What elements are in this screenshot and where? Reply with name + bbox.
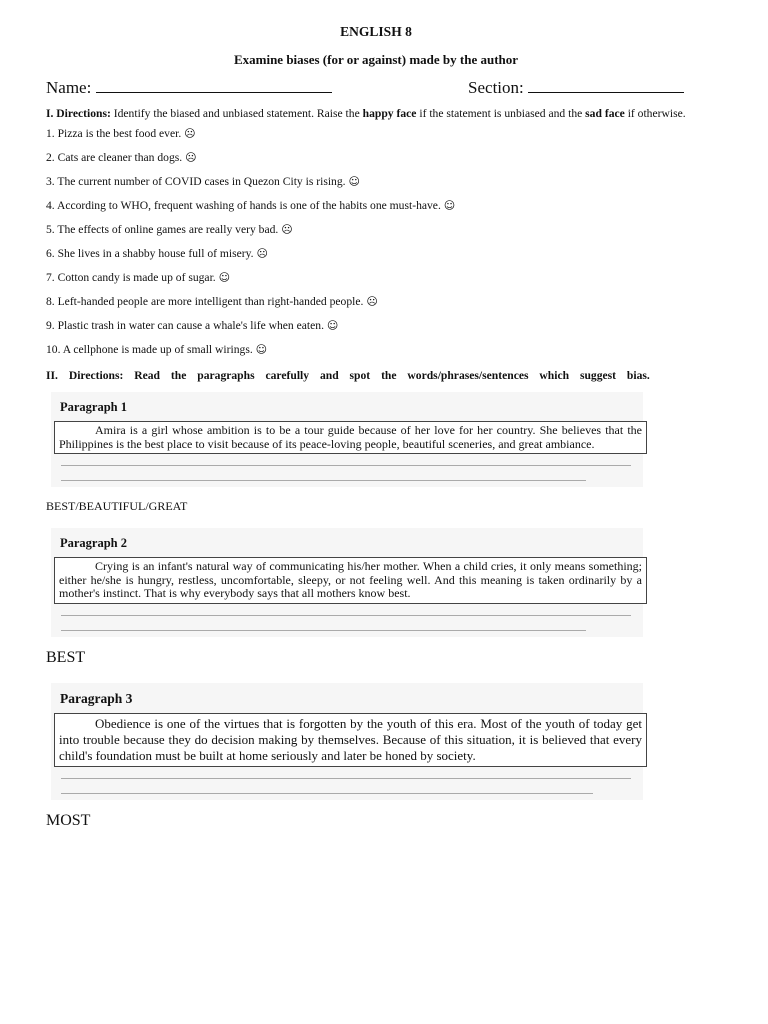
paragraph-text: Crying is an infant's natural way of communicating his/her mother. When a child cries, it only means something; either he/she is hungry, restless, uncomfortable, sleepy, or not feeling well. And this meaning is taken ordinarily by a mother's instinct. That is why everybody says that all mothers know best. xyxy=(59,559,642,600)
paragraph-block xyxy=(51,392,643,487)
directions-text: Identify the biased and unbiased statement. Raise the xyxy=(113,107,360,120)
page-title: ENGLISH 8 xyxy=(340,24,412,39)
statement-text: 1. Pizza is the best food ever. xyxy=(46,127,182,140)
face-icon: ☹ xyxy=(366,295,378,308)
statement-text: 3. The current number of COVID cases in Quezon City is rising. xyxy=(46,175,346,188)
statement-list xyxy=(46,127,706,367)
answer-line[interactable] xyxy=(61,793,593,794)
list-item xyxy=(46,343,706,367)
paragraph-text: Amira is a girl whose ambition is to be a tour guide because of her love for her country. She believes that the Philippines is the best place to visit because of its peace-loving people, beautiful sceneries, and great ambiance. xyxy=(59,423,642,451)
list-item xyxy=(46,247,706,271)
paragraph-box xyxy=(54,713,647,767)
part2-directions: II. Directions: Read the paragraphs carefully and spot the words/phrases/sentences which suggest bias. xyxy=(46,369,650,382)
list-item xyxy=(46,199,706,223)
face-icon: ☺ xyxy=(218,271,231,284)
name-section-row xyxy=(46,78,684,98)
sad-face-term: sad face xyxy=(585,107,625,120)
statement-text: 4. According to WHO, frequent washing of hands is one of the habits one must-have. xyxy=(46,199,441,212)
statement-text: 2. Cats are cleaner than dogs. xyxy=(46,151,183,164)
paragraph-title: Paragraph 3 xyxy=(60,690,133,706)
answer-line[interactable] xyxy=(61,630,586,631)
face-icon: ☹ xyxy=(281,223,293,236)
part1-directions xyxy=(46,107,708,121)
statement-text: 8. Left-handed people are more intelligent than right-handed people. xyxy=(46,295,364,308)
paragraph-box xyxy=(54,557,647,604)
face-icon: ☺ xyxy=(348,175,360,188)
directions-text: if the statement is unbiased and the xyxy=(419,107,583,120)
name-blank-line[interactable] xyxy=(96,92,332,93)
list-item xyxy=(46,319,706,343)
statement-text: 7. Cotton candy is made up of sugar. xyxy=(46,271,216,284)
section-field[interactable] xyxy=(468,78,684,98)
face-icon: ☹ xyxy=(184,127,196,140)
list-item xyxy=(46,223,706,247)
paragraph-block xyxy=(51,683,643,800)
paragraph-block xyxy=(51,528,643,637)
face-icon: ☹ xyxy=(256,247,268,260)
statement-text: 6. She lives in a shabby house full of misery. xyxy=(46,247,254,260)
list-item xyxy=(46,295,706,319)
face-icon: ☹ xyxy=(185,151,197,164)
statement-text: 9. Plastic trash in water can cause a whale's life when eaten. xyxy=(46,319,324,332)
answer-line[interactable] xyxy=(61,480,586,481)
answer-line[interactable] xyxy=(61,465,631,466)
list-item xyxy=(46,271,706,295)
name-label: Name: xyxy=(46,78,92,97)
paragraph-answer: MOST xyxy=(46,811,91,829)
list-item xyxy=(46,127,706,151)
section-blank-line[interactable] xyxy=(528,92,684,93)
name-field[interactable] xyxy=(46,78,332,98)
list-item xyxy=(46,151,706,175)
paragraph-box xyxy=(54,421,647,454)
happy-face-term: happy face xyxy=(362,107,417,120)
list-item xyxy=(46,175,706,199)
worksheet-page xyxy=(46,24,706,830)
paragraph-answer: BEST/BEAUTIFUL/GREAT xyxy=(46,499,188,513)
face-icon: ☺ xyxy=(443,199,456,212)
paragraph-title: Paragraph 2 xyxy=(60,536,128,550)
paragraph-title: Paragraph 1 xyxy=(60,400,128,414)
paragraph-text: Obedience is one of the virtues that is forgotten by the youth of this era. Most of the youth of today get into trouble because they do decision making by themselves. Because of this situation, it is believed that every child's foundation must be built at home seriously and later be honed by society. xyxy=(59,715,642,763)
paragraph-answer: BEST xyxy=(46,648,86,666)
statement-text: 10. A cellphone is made up of small wirings. xyxy=(46,343,253,356)
face-icon: ☺ xyxy=(326,319,339,332)
face-icon: ☺ xyxy=(255,343,268,356)
answer-line[interactable] xyxy=(61,778,631,779)
statement-text: 5. The effects of online games are really very bad. xyxy=(46,223,279,236)
page-subtitle: Examine biases (for or against) made by the author xyxy=(233,52,519,67)
section-label: Section: xyxy=(468,78,524,97)
answer-line[interactable] xyxy=(61,615,631,616)
directions-text: if otherwise. xyxy=(627,107,686,120)
part1-directions-label: I. Directions: xyxy=(46,107,111,120)
